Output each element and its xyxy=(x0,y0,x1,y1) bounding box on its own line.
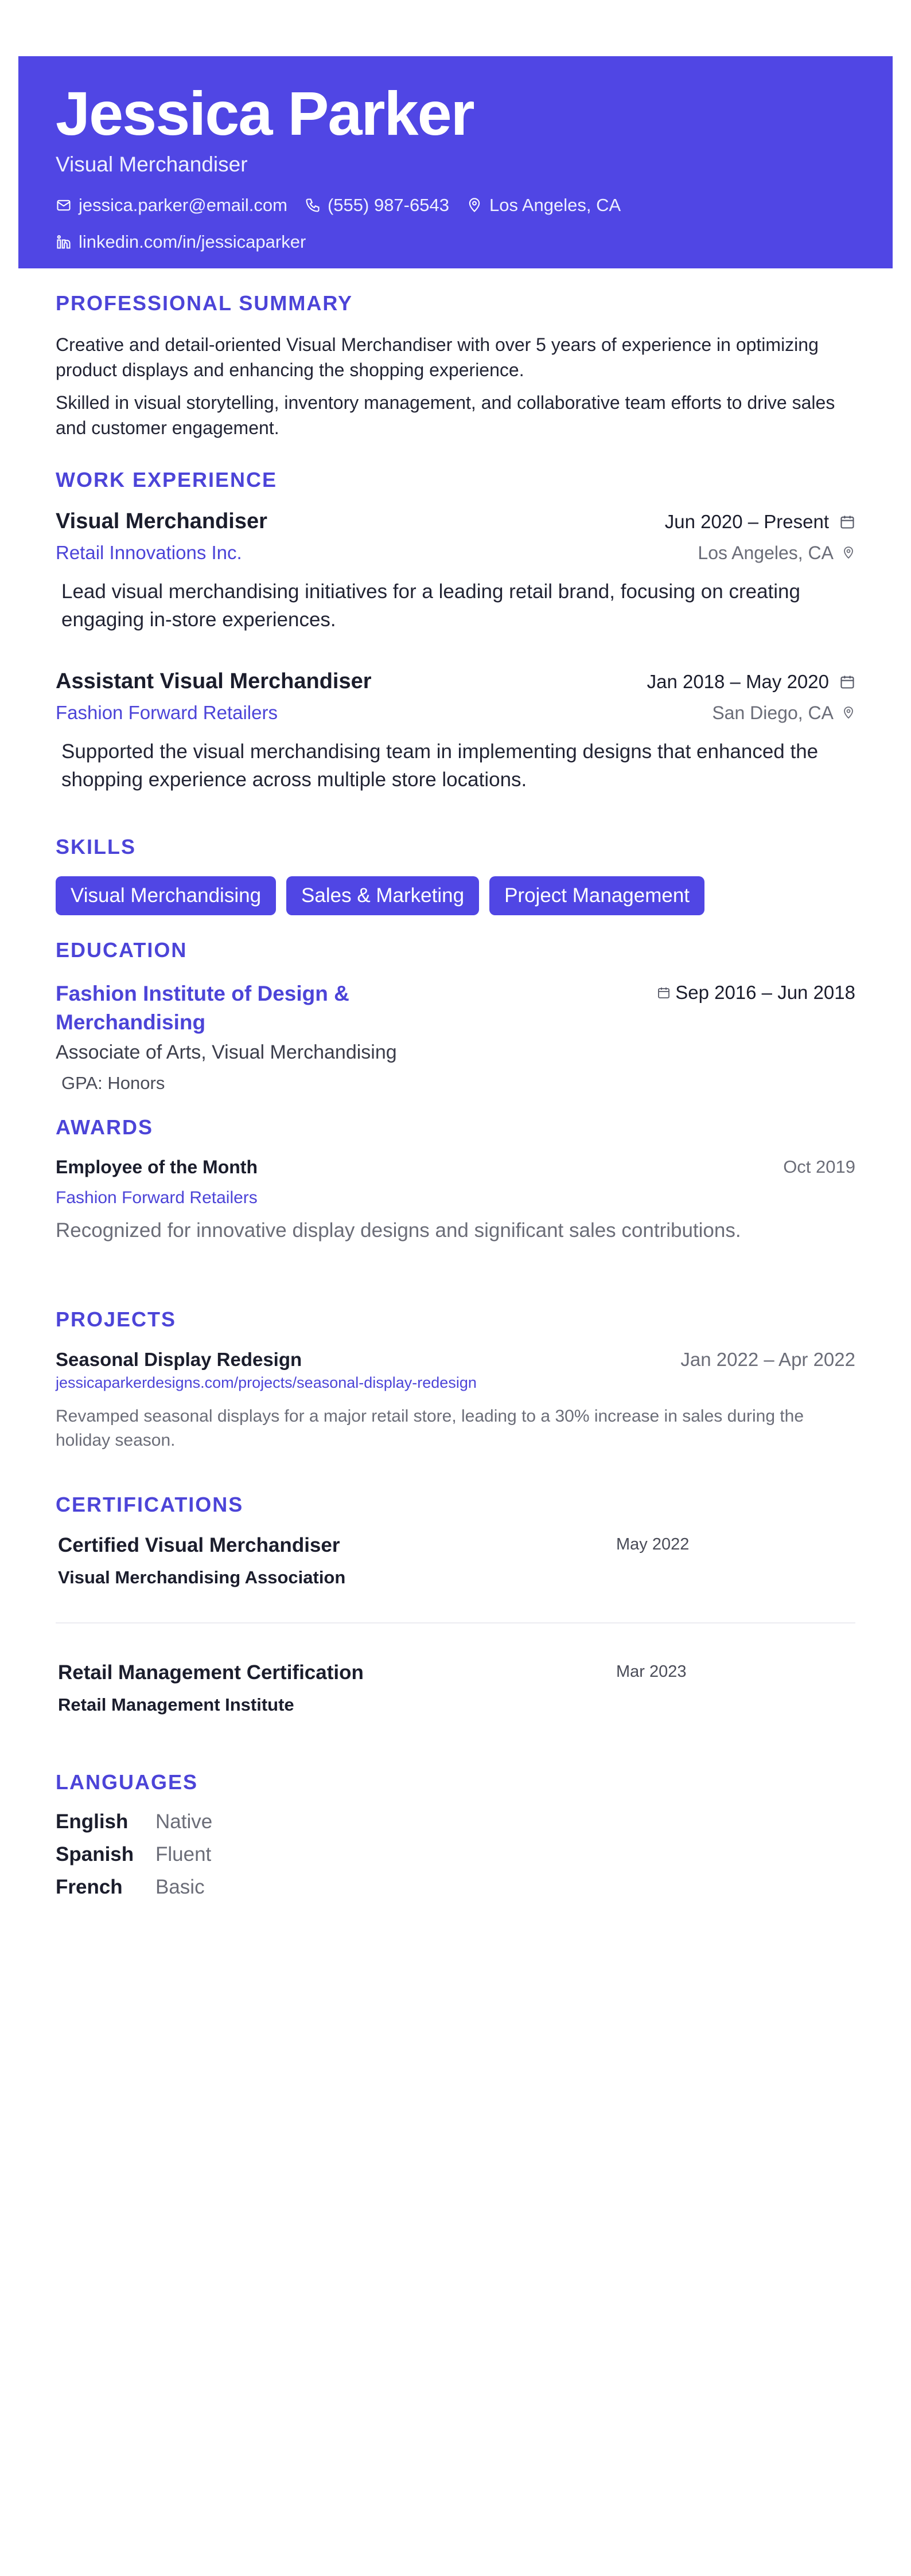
skills-heading: SKILLS xyxy=(56,835,137,859)
awards-heading: AWARDS xyxy=(56,1115,154,1139)
award-date: Oct 2019 xyxy=(783,1157,855,1177)
awards-section xyxy=(56,1115,855,1242)
job-location-text: Los Angeles, CA xyxy=(698,542,834,563)
location-icon xyxy=(842,546,855,560)
language-row xyxy=(56,1812,855,1832)
job-location xyxy=(698,542,855,564)
language-level: Native xyxy=(155,1810,213,1833)
calendar-icon xyxy=(839,674,855,690)
certification-date: May 2022 xyxy=(616,1535,690,1554)
resume-body xyxy=(56,291,855,1897)
language-name: Spanish xyxy=(56,1843,134,1865)
candidate-title: Visual Merchandiser xyxy=(56,153,248,176)
languages-heading: LANGUAGES xyxy=(56,1770,198,1794)
location-icon xyxy=(842,706,855,720)
experience-heading: WORK EXPERIENCE xyxy=(56,468,278,492)
certification-organization: Visual Merchandising Association xyxy=(58,1567,346,1587)
language-row xyxy=(56,1877,855,1897)
project-dates: Jan 2022 – Apr 2022 xyxy=(680,1348,855,1370)
award-title: Employee of the Month xyxy=(56,1156,258,1177)
email-text: jessica.parker@email.com xyxy=(79,195,287,215)
projects-heading: PROJECTS xyxy=(56,1307,177,1331)
calendar-icon xyxy=(839,514,855,530)
experience-section xyxy=(56,468,855,794)
location-text: Los Angeles, CA xyxy=(489,195,621,215)
job-dates xyxy=(647,671,855,693)
education-dates xyxy=(657,982,855,1004)
certifications-heading: CERTIFICATIONS xyxy=(56,1492,244,1516)
job-dates xyxy=(665,511,855,533)
education-dates-text: Sep 2016 – Jun 2018 xyxy=(675,982,855,1004)
award-description: Recognized for innovative display designs and significant sales contributions. xyxy=(56,1219,741,1242)
language-level: Fluent xyxy=(155,1843,212,1865)
language-name: English xyxy=(56,1810,129,1833)
skills-section xyxy=(56,835,855,915)
skill-chip: Visual Merchandising xyxy=(56,876,276,915)
linkedin-contact[interactable] xyxy=(56,232,306,252)
linkedin-text: linkedin.com/in/jessicaparker xyxy=(79,232,306,252)
calendar-icon xyxy=(657,986,671,1000)
certification-title: Retail Management Certification xyxy=(58,1661,364,1684)
language-row xyxy=(56,1844,855,1864)
language-level: Basic xyxy=(155,1875,205,1898)
candidate-name: Jessica Parker xyxy=(56,79,474,148)
linkedin-icon xyxy=(56,234,72,250)
summary-heading: PROFESSIONAL SUMMARY xyxy=(56,291,353,315)
project-title: Seasonal Display Redesign xyxy=(56,1348,302,1370)
job-title: Assistant Visual Merchandiser xyxy=(56,669,372,694)
certification-date: Mar 2023 xyxy=(616,1662,687,1681)
education-section xyxy=(56,938,855,1094)
job-entry xyxy=(56,669,855,794)
job-location-text: San Diego, CA xyxy=(712,702,834,723)
resume-header xyxy=(18,56,893,268)
contact-row xyxy=(56,195,855,216)
projects-section xyxy=(56,1307,855,1453)
summary-paragraph: Creative and detail-oriented Visual Merchandiser with over 5 years of experience in optimizing product displays and enhancing the shopping experience. xyxy=(56,334,819,380)
summary-section xyxy=(56,291,855,440)
certification-organization: Retail Management Institute xyxy=(58,1694,294,1715)
skill-chip: Project Management xyxy=(489,876,704,915)
school-name: Fashion Institute of Design & Merchandising xyxy=(56,982,349,1034)
certification-entry xyxy=(56,1534,855,1588)
mail-icon xyxy=(56,197,72,213)
certification-entry xyxy=(56,1661,855,1715)
job-location xyxy=(712,702,855,724)
job-description: Supported the visual merchandising team in implementing designs that enhanced the shopping experience across multiple store locations. xyxy=(61,740,819,791)
location-contact xyxy=(466,195,621,216)
job-title: Visual Merchandiser xyxy=(56,509,267,534)
project-description: Revamped seasonal displays for a major retail store, leading to a 30% increase in sales during the holiday season. xyxy=(56,1406,804,1450)
phone-contact[interactable] xyxy=(305,195,449,216)
skills-list xyxy=(56,876,855,915)
languages-section xyxy=(56,1770,855,1897)
company-name: Retail Innovations Inc. xyxy=(56,542,242,564)
job-dates-text: Jan 2018 – May 2020 xyxy=(647,670,829,692)
gpa: GPA: Honors xyxy=(61,1072,165,1093)
job-dates-text: Jun 2020 – Present xyxy=(664,510,829,532)
location-icon xyxy=(466,197,482,213)
project-link[interactable]: jessicaparkerdesigns.com/projects/seasonal-display-redesign xyxy=(56,1373,477,1391)
certification-title: Certified Visual Merchandiser xyxy=(58,1533,340,1556)
divider xyxy=(56,1622,855,1623)
degree: Associate of Arts, Visual Merchandising xyxy=(56,1041,397,1063)
company-name: Fashion Forward Retailers xyxy=(56,702,278,724)
skill-chip: Sales & Marketing xyxy=(286,876,479,915)
summary-paragraph: Skilled in visual storytelling, inventory management, and collaborative team efforts to drive sales and customer engagement. xyxy=(56,392,835,438)
phone-text: (555) 987-6543 xyxy=(327,195,449,215)
job-description: Lead visual merchandising initiatives for a leading retail brand, focusing on creating engaging in-store experiences. xyxy=(61,580,800,631)
certifications-section xyxy=(56,1493,855,1715)
email-contact[interactable] xyxy=(56,195,287,216)
phone-icon xyxy=(305,197,321,213)
contact-row-2 xyxy=(56,232,855,252)
job-entry xyxy=(56,509,855,634)
award-organization: Fashion Forward Retailers xyxy=(56,1188,258,1207)
language-name: French xyxy=(56,1875,123,1898)
education-heading: EDUCATION xyxy=(56,938,188,962)
